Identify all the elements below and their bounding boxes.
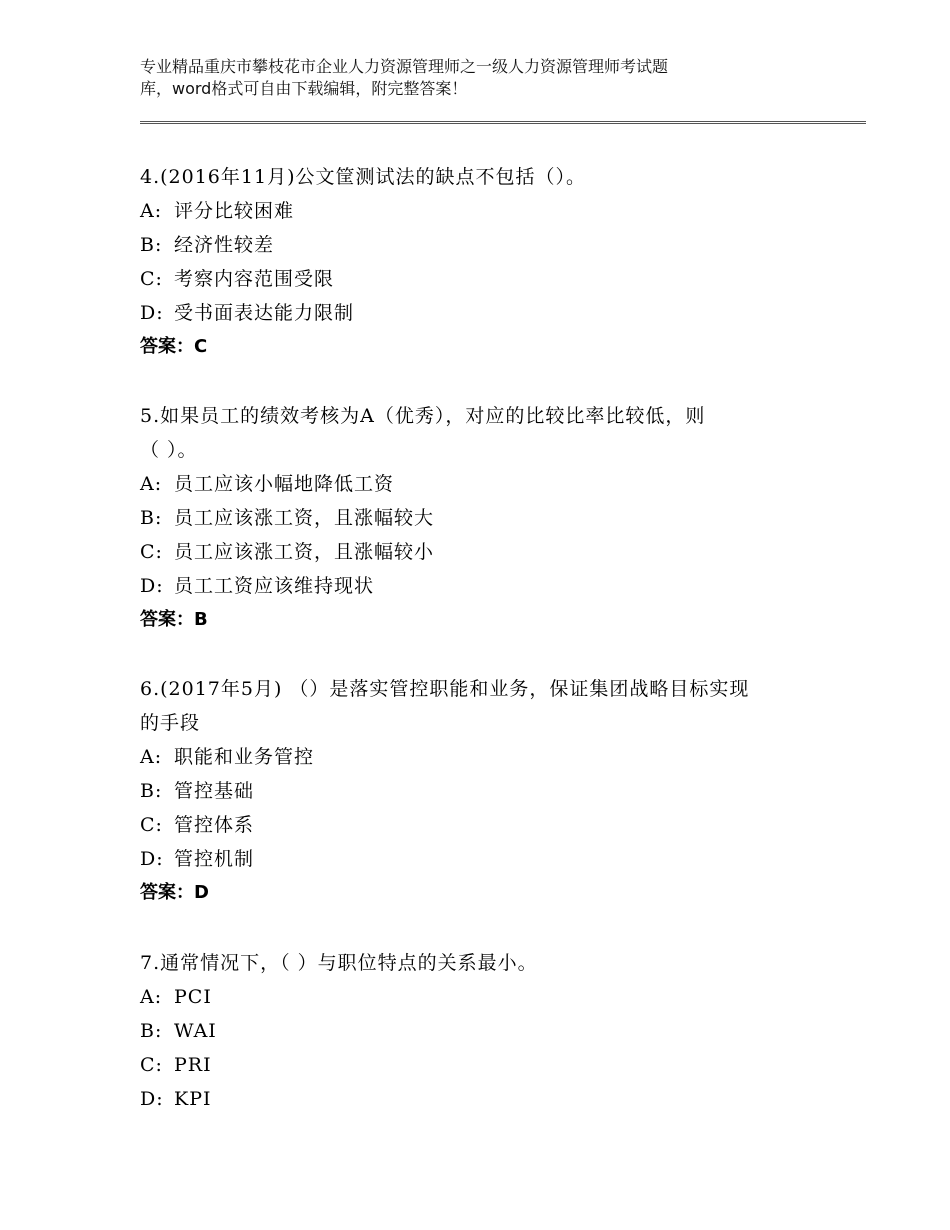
option-key: C: [140, 814, 163, 836]
option-key: C: [140, 1054, 163, 1076]
option-key: A: [140, 746, 163, 768]
option-a [140, 740, 840, 774]
question-stem [140, 399, 840, 467]
option-text: 考察内容范围受限 [174, 268, 335, 290]
option-key: A: [140, 200, 163, 222]
option-text: 管控机制 [174, 848, 255, 870]
option-text: 管控体系 [174, 814, 255, 836]
option-text: 员工应该涨工资，且涨幅较大 [174, 507, 435, 529]
option-text: 员工应该涨工资，且涨幅较小 [174, 541, 435, 563]
option-a [140, 980, 840, 1014]
option-a [140, 467, 840, 501]
question-6 [140, 672, 840, 910]
option-d [140, 1082, 840, 1116]
question-stem [140, 160, 840, 194]
option-b [140, 228, 840, 262]
option-c [140, 808, 840, 842]
option-key: A: [140, 473, 163, 495]
option-b [140, 774, 840, 808]
option-text: PRI [174, 1054, 212, 1076]
option-key: C: [140, 541, 163, 563]
option-key: D: [140, 1088, 164, 1110]
option-key: B: [140, 507, 163, 529]
option-text: 经济性较差 [174, 234, 275, 256]
question-stem [140, 672, 840, 740]
option-c [140, 262, 840, 296]
option-text: KPI [174, 1088, 212, 1110]
stem-line: 4.(2016年11月)公文筐测试法的缺点不包括（）。 [140, 166, 586, 188]
option-b [140, 1014, 840, 1048]
option-d [140, 842, 840, 876]
stem-line: （ ）。 [140, 439, 198, 461]
stem-line: 的手段 [140, 712, 201, 734]
stem-line: 5.如果员工的绩效考核为A（优秀），对应的比较比率比较低，则 [140, 405, 706, 427]
question-4 [140, 160, 840, 364]
option-text: 员工工资应该维持现状 [174, 575, 375, 597]
question-5 [140, 399, 840, 637]
option-key: D: [140, 848, 164, 870]
option-text: 受书面表达能力限制 [174, 302, 355, 324]
option-text: 评分比较困难 [174, 200, 295, 222]
stem-line: 6.(2017年5月) （）是落实管控职能和业务，保证集团战略目标实现 [140, 678, 750, 700]
option-text: 员工应该小幅地降低工资 [174, 473, 395, 495]
option-key: D: [140, 302, 164, 324]
option-key: A: [140, 986, 163, 1008]
option-key: C: [140, 268, 163, 290]
option-key: B: [140, 780, 163, 802]
question-7 [140, 946, 840, 1116]
option-text: PCI [174, 986, 212, 1008]
option-a [140, 194, 840, 228]
question-stem [140, 946, 840, 980]
option-key: B: [140, 234, 163, 256]
header-line-1: 专业精品重庆市攀枝花市企业人力资源管理师之一级人力资源管理师考试题 [140, 57, 669, 76]
header-line-2: 库，word格式可自由下载编辑，附完整答案！ [140, 79, 468, 98]
stem-line: 7.通常情况下，（ ）与职位特点的关系最小。 [140, 952, 538, 974]
option-c [140, 535, 840, 569]
answer: 答案：B [140, 609, 208, 630]
option-text: 管控基础 [174, 780, 255, 802]
option-key: D: [140, 575, 164, 597]
option-c [140, 1048, 840, 1082]
answer: 答案：D [140, 882, 209, 903]
option-d [140, 569, 840, 603]
option-text: WAI [174, 1020, 217, 1042]
option-key: B: [140, 1020, 163, 1042]
document-header [140, 56, 820, 100]
option-d [140, 296, 840, 330]
option-b [140, 501, 840, 535]
answer: 答案：C [140, 336, 208, 357]
header-divider [140, 121, 866, 124]
option-text: 职能和业务管控 [174, 746, 315, 768]
